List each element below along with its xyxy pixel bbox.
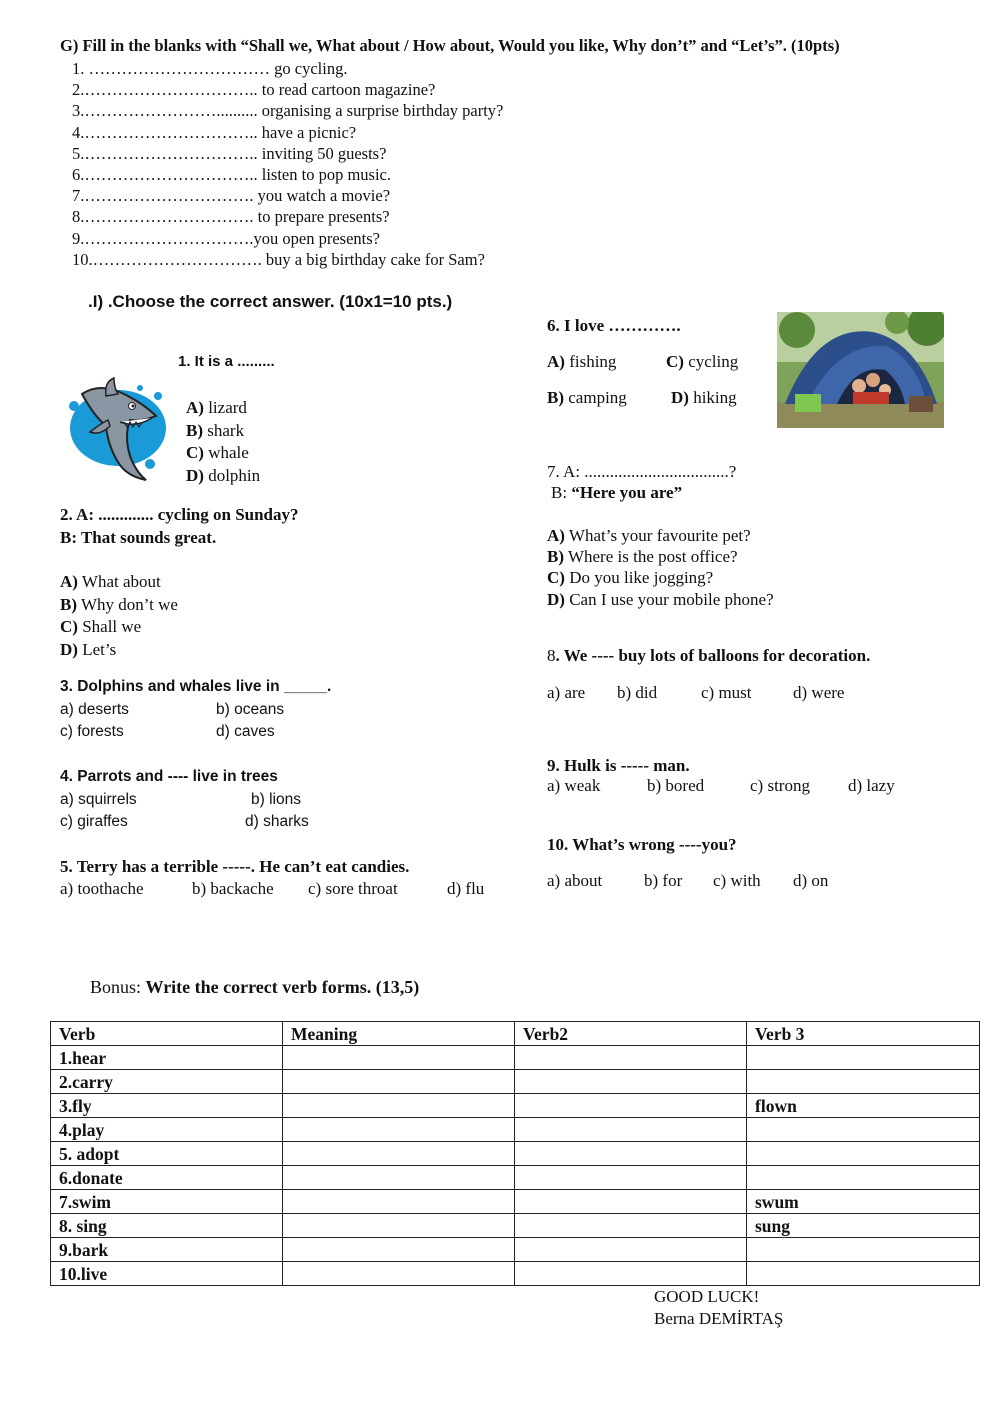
cell-verb: 1.hear [51,1046,283,1070]
col-header-meaning: Meaning [283,1022,515,1046]
fill-blank-item: 4.………………………….. have a picnic? [72,122,357,142]
q2-question [60,503,299,549]
q1-question: 1. It is a ......... [178,353,275,370]
good-luck-text: GOOD LUCK! [654,1287,760,1306]
col-header-verb2: Verb2 [515,1022,747,1046]
cell-verb2[interactable] [515,1190,747,1214]
cell-meaning[interactable] [283,1214,515,1238]
option-d [186,465,260,488]
table-row [51,1214,980,1238]
option-c [60,616,178,639]
q3-question: 3. Dolphins and whales live in _____. [60,678,332,695]
cell-verb3[interactable] [747,1166,980,1190]
option-text: shark [207,420,245,440]
q10-option-a: a) about [547,871,603,890]
option-text: fishing [569,352,617,371]
table-row [51,1046,980,1070]
option-b [186,420,260,443]
table-row [51,1190,980,1214]
option-text: Shall we [82,617,142,637]
option-label: C) [186,443,204,463]
q9-option-c: c) strong [750,776,810,795]
section-g-title: G) Fill in the blanks with “Shall we, What about / How about, Would you like, Why don’t” and “Let’s”. (10pts) [60,36,840,55]
option-label: A) [60,572,78,591]
option-label: B) [60,594,77,614]
q8-option-d: d) were [793,683,845,702]
q9-option-b: b) bored [647,776,705,795]
q8-text: . We ---- buy lots of balloons for decoration. [555,646,871,665]
q3-option-c: c) forests [60,723,124,740]
fill-blank-item: 1. …………………………… go cycling. [72,59,348,78]
cell-verb: 6.donate [51,1166,283,1190]
q6-option-a [547,352,616,372]
col-header-verb3: Verb 3 [747,1022,980,1046]
cell-verb: 2.carry [51,1070,283,1094]
cell-verb: 8. sing [51,1214,283,1238]
option-text: lizard [208,398,247,417]
q2-line-a: 2. A: ............. cycling on Sunday? [60,505,299,524]
cell-verb: 3.fly [51,1094,283,1118]
q9-option-a: a) weak [547,776,601,795]
option-c [547,567,774,588]
cell-verb3[interactable] [747,1238,980,1262]
option-a [547,525,774,546]
option-text: dolphin [208,465,261,485]
cell-meaning[interactable] [283,1118,515,1142]
cell-meaning[interactable] [283,1166,515,1190]
q10-option-b: b) for [644,871,683,890]
cell-verb3[interactable] [747,1046,980,1070]
cell-verb: 10.live [51,1262,283,1286]
cell-verb2[interactable] [515,1214,747,1238]
fill-blank-item: 8.…………………………. to prepare presents? [72,207,390,227]
cell-verb3[interactable] [747,1262,980,1286]
fill-blank-item: 3.…………………….......... organising a surprise birthday party? [72,101,504,121]
section-g-list [72,58,503,270]
bonus-title [90,977,419,998]
q8-question [547,646,870,666]
q7-line-b [551,483,682,503]
cell-verb: 9.bark [51,1238,283,1262]
fill-blank-item: 10.…………………………. buy a big birthday cake for Sam? [72,249,485,269]
table-header-row [51,1022,980,1046]
option-label: A) [547,352,565,371]
table-row [51,1094,980,1118]
option-label: D) [671,388,689,407]
option-d [547,589,774,610]
cell-verb2[interactable] [515,1142,747,1166]
cell-meaning[interactable] [283,1142,515,1166]
option-text: Why don’t we [80,594,178,614]
q4-question: 4. Parrots and ---- live in trees [60,768,278,785]
option-label: C) [547,568,565,588]
option-text: Do you like jogging? [569,568,714,588]
q5-option-a: a) toothache [60,879,144,898]
cell-verb2[interactable] [515,1262,747,1286]
table-row [51,1262,980,1286]
q5-question: 5. Terry has a terrible -----. He can’t eat candies. [60,857,410,876]
cell-meaning[interactable] [283,1262,515,1286]
bonus-instruction: Write the correct verb forms. (13,5) [145,977,420,997]
option-label: D) [547,589,565,609]
fill-blank-item: 2.………………………….. to read cartoon magazine? [72,80,436,100]
option-text: What’s your favourite pet? [568,526,751,545]
q10-option-c: c) with [713,871,761,890]
cell-verb: 5. adopt [51,1142,283,1166]
option-text: Let’s [82,639,117,659]
q8-option-b: b) did [617,683,658,702]
cell-verb2[interactable] [515,1094,747,1118]
q5-option-d: d) flu [447,879,485,898]
option-text: hiking [693,388,737,407]
verb-forms-table [50,1021,980,1286]
option-label: C) [60,617,78,637]
cell-verb2[interactable] [515,1166,747,1190]
option-b [547,546,774,567]
cell-verb3: flown [747,1094,980,1118]
q9-option-d: d) lazy [848,776,895,795]
q2-line-b: B: That sounds great. [60,528,217,547]
option-text: What about [81,572,161,591]
option-text: cycling [688,352,739,371]
option-text: Where is the post office? [567,547,738,567]
cell-verb2[interactable] [515,1118,747,1142]
cell-verb3: sung [747,1214,980,1238]
q6-question: 6. I love …………. [547,316,681,335]
cell-verb: 4.play [51,1118,283,1142]
option-label: B) [186,420,203,440]
q10-question: 10. What’s wrong ----you? [547,835,737,854]
q8-number: 8 [547,646,556,665]
option-label: D) [186,465,204,485]
q4-option-a: a) squirrels [60,791,137,808]
cell-meaning[interactable] [283,1238,515,1262]
cell-verb3[interactable] [747,1070,980,1094]
q10-option-d: d) on [793,871,829,890]
camping-tent-photo [777,312,944,428]
option-label: C) [666,352,684,371]
option-text: Can I use your mobile phone? [569,589,774,609]
shark-cartoon-icon [60,376,168,484]
col-header-verb: Verb [51,1022,283,1046]
q4-option-c: c) giraffes [60,813,128,830]
option-label: D) [60,639,78,659]
option-label: A) [547,526,565,545]
cell-meaning[interactable] [283,1046,515,1070]
option-d [60,639,178,662]
cell-verb3[interactable] [747,1142,980,1166]
option-label: A) [186,398,204,417]
fill-blank-item: 5.………………………….. inviting 50 guests? [72,143,387,163]
table-row [51,1238,980,1262]
q2-options [60,571,178,661]
fill-blank-item: 7.…………………………. you watch a movie? [72,186,391,206]
q6-option-c [666,352,738,372]
table-row [51,1142,980,1166]
q3-option-a: a) deserts [60,701,129,718]
option-text: whale [208,443,249,463]
cell-verb3[interactable] [747,1118,980,1142]
q3-option-b: b) oceans [216,701,285,718]
q5-option-b: b) backache [192,879,274,898]
option-a [60,571,178,594]
q7-options [547,525,774,610]
cell-verb3: swum [747,1190,980,1214]
q7-reply: “Here you are” [571,483,683,502]
q6-option-b [547,388,627,408]
q7-speaker: B: [551,483,568,502]
bonus-prefix: Bonus: [90,977,142,997]
q8-option-c: c) must [701,683,752,702]
option-b [60,594,178,617]
q3-option-d: d) caves [216,723,275,740]
cell-meaning[interactable] [283,1094,515,1118]
option-a [186,397,260,420]
q6-option-d [671,388,737,408]
cell-meaning[interactable] [283,1070,515,1094]
option-c [186,442,260,465]
table-row [51,1166,980,1190]
q8-option-a: a) are [547,683,586,702]
section-i-title: .I) .Choose the correct answer. (10x1=10 pts.) [88,292,453,311]
fill-blank-item: 9.………………………….you open presents? [72,228,380,248]
cell-verb2[interactable] [515,1070,747,1094]
cell-verb: 7.swim [51,1190,283,1214]
option-label: B) [547,388,564,407]
q4-option-d: d) sharks [245,813,309,830]
option-label: B) [547,547,564,567]
fill-blank-item: 6.………………………….. listen to pop music. [72,164,391,184]
table-row [51,1118,980,1142]
author-name: Berna DEMİRTAŞ [654,1309,784,1328]
q9-question: 9. Hulk is ----- man. [547,756,690,775]
table-row [51,1070,980,1094]
q7-prompt: 7. A: ..................................? [547,462,737,481]
option-text: camping [568,388,627,407]
q5-option-c: c) sore throat [308,879,398,898]
q1-options [186,397,260,487]
q7-line-a [547,462,736,482]
cell-verb2[interactable] [515,1238,747,1262]
cell-verb2[interactable] [515,1046,747,1070]
cell-meaning[interactable] [283,1190,515,1214]
q4-option-b: b) lions [251,791,301,808]
